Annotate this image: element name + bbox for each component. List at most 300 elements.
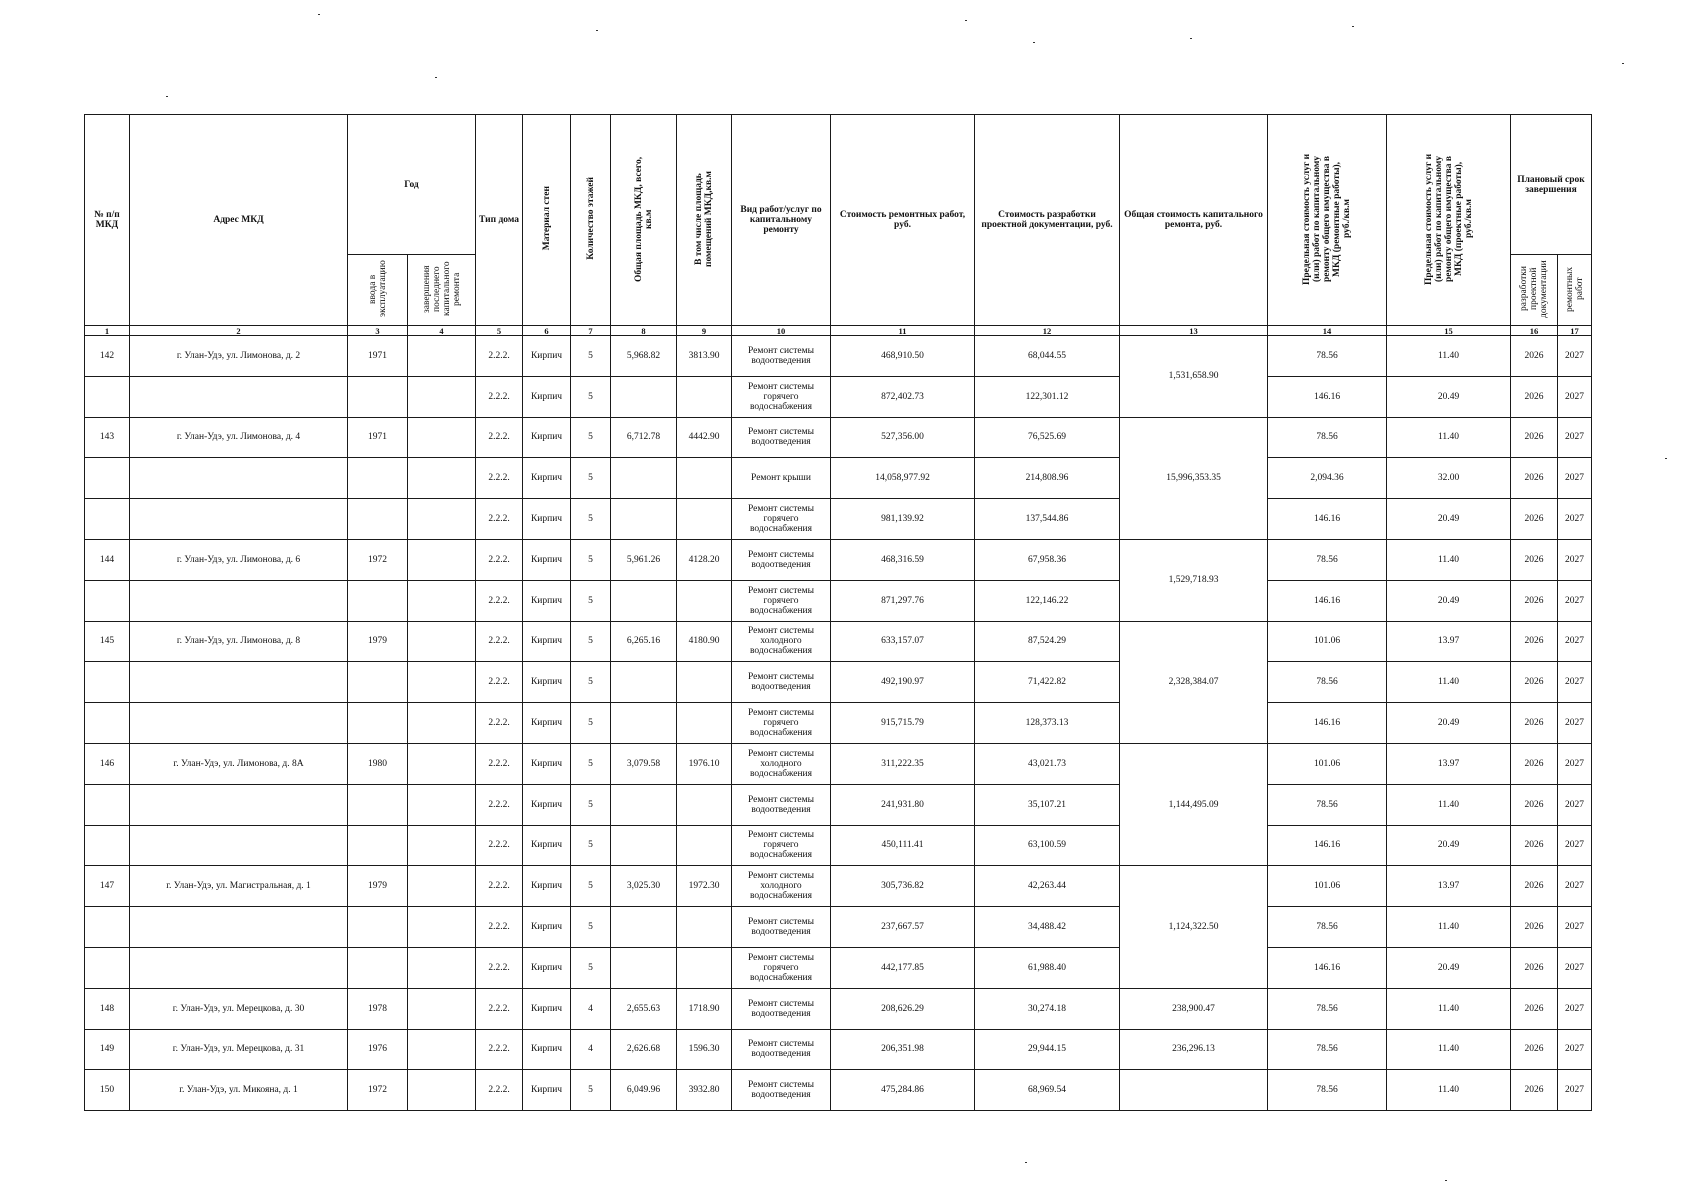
floors-cell: 5 (571, 825, 611, 866)
limit-repair-cell: 146.16 (1268, 376, 1387, 417)
commissioning-year-cell: 1980 (348, 743, 408, 784)
total-cost-cell: 1,529,718.93 (1120, 539, 1268, 621)
design-deadline-cell: 2026 (1511, 539, 1558, 580)
limit-design-cell: 11.40 (1387, 907, 1511, 948)
scan-speck (1190, 38, 1192, 39)
house-type-cell: 2.2.2. (476, 580, 523, 621)
repair-cost-cell: 14,058,977.92 (831, 458, 975, 499)
scan-speck (318, 14, 320, 15)
house-number-cell: 144 (85, 539, 130, 580)
last-repair-cell (408, 580, 476, 621)
house-number-cell (85, 580, 130, 621)
house-type-cell: 2.2.2. (476, 825, 523, 866)
repair-cost-cell: 208,626.29 (831, 988, 975, 1029)
header-floors: Количество этажей (571, 115, 611, 326)
design-cost-cell: 128,373.13 (975, 703, 1120, 744)
scan-speck (1025, 1162, 1027, 1163)
wall-material-cell: Кирпич (523, 499, 571, 540)
address-cell (130, 580, 348, 621)
floors-cell: 5 (571, 621, 611, 662)
house-type-cell: 2.2.2. (476, 621, 523, 662)
total-cost-cell: 1,124,322.50 (1120, 866, 1268, 988)
table-row (85, 1029, 1592, 1070)
work-type-cell: Ремонт системы водоотведения (732, 1070, 831, 1111)
last-repair-cell (408, 947, 476, 988)
table-row (85, 703, 1592, 744)
total-area-cell: 2,655.63 (611, 988, 677, 1029)
last-repair-cell (408, 376, 476, 417)
address-cell: г. Улан-Удэ, ул. Лимонова, д. 2 (130, 336, 348, 377)
last-repair-cell (408, 784, 476, 825)
limit-repair-cell: 78.56 (1268, 1029, 1387, 1070)
limit-design-cell: 20.49 (1387, 947, 1511, 988)
work-type-cell: Ремонт системы холодного водоснабжения (732, 621, 831, 662)
last-repair-cell (408, 743, 476, 784)
header-house-type: Тип дома (476, 115, 523, 326)
table-row (85, 988, 1592, 1029)
design-cost-cell: 71,422.82 (975, 662, 1120, 703)
works-deadline-cell: 2027 (1558, 784, 1592, 825)
table-row (85, 458, 1592, 499)
total-cost-cell: 2,328,384.07 (1120, 621, 1268, 743)
column-number-cell: 6 (523, 326, 571, 336)
scan-speck (596, 30, 598, 31)
repair-cost-cell: 872,402.73 (831, 376, 975, 417)
work-type-cell: Ремонт системы водоотведения (732, 539, 831, 580)
last-repair-cell (408, 907, 476, 948)
work-type-cell: Ремонт системы водоотведения (732, 1029, 831, 1070)
house-number-cell (85, 784, 130, 825)
address-cell: г. Улан-Удэ, ул. Лимонова, д. 4 (130, 417, 348, 458)
wall-material-cell: Кирпич (523, 417, 571, 458)
total-cost-cell: 15,996,353.35 (1120, 417, 1268, 539)
works-deadline-cell: 2027 (1558, 621, 1592, 662)
header-address: Адрес МКД (130, 115, 348, 326)
table-row (85, 539, 1592, 580)
wall-material-cell: Кирпич (523, 539, 571, 580)
column-numbers-row (85, 326, 1592, 336)
wall-material-cell: Кирпич (523, 1029, 571, 1070)
house-number-cell (85, 499, 130, 540)
repair-cost-cell: 915,715.79 (831, 703, 975, 744)
rooms-area-cell (677, 580, 732, 621)
repair-cost-cell: 311,222.35 (831, 743, 975, 784)
repair-cost-cell: 241,931.80 (831, 784, 975, 825)
last-repair-cell (408, 539, 476, 580)
work-type-cell: Ремонт системы горячего водоснабжения (732, 703, 831, 744)
work-type-cell: Ремонт системы горячего водоснабжения (732, 580, 831, 621)
wall-material-cell: Кирпич (523, 703, 571, 744)
address-cell (130, 499, 348, 540)
work-type-cell: Ремонт системы водоотведения (732, 336, 831, 377)
column-number-cell: 5 (476, 326, 523, 336)
wall-material-cell: Кирпич (523, 580, 571, 621)
commissioning-year-cell (348, 703, 408, 744)
total-cost-cell (1120, 1070, 1268, 1111)
address-cell (130, 662, 348, 703)
address-cell: г. Улан-Удэ, ул. Магистральная, д. 1 (130, 866, 348, 907)
design-deadline-cell: 2026 (1511, 458, 1558, 499)
design-deadline-cell: 2026 (1511, 621, 1558, 662)
work-type-cell: Ремонт системы горячего водоснабжения (732, 825, 831, 866)
design-deadline-cell: 2026 (1511, 1029, 1558, 1070)
limit-repair-cell: 146.16 (1268, 825, 1387, 866)
rooms-area-cell: 4128.20 (677, 539, 732, 580)
commissioning-year-cell: 1978 (348, 988, 408, 1029)
design-cost-cell: 68,044.55 (975, 336, 1120, 377)
limit-repair-cell: 2,094.36 (1268, 458, 1387, 499)
total-area-cell: 5,968.82 (611, 336, 677, 377)
house-number-cell (85, 907, 130, 948)
commissioning-year-cell (348, 784, 408, 825)
total-area-cell: 2,626.68 (611, 1029, 677, 1070)
commissioning-year-cell: 1972 (348, 539, 408, 580)
design-deadline-cell: 2026 (1511, 784, 1558, 825)
limit-repair-cell: 146.16 (1268, 703, 1387, 744)
repair-cost-cell: 492,190.97 (831, 662, 975, 703)
limit-design-cell: 11.40 (1387, 336, 1511, 377)
header-limit-design: Предельная стоимость услуг и (или) работ по капитальному ремонту общего имущества в МКД (проектные работы), руб./кв.м (1387, 115, 1511, 326)
house-type-cell: 2.2.2. (476, 336, 523, 377)
column-number-cell: 1 (85, 326, 130, 336)
floors-cell: 5 (571, 784, 611, 825)
rooms-area-cell: 3932.80 (677, 1070, 732, 1111)
floors-cell: 5 (571, 1070, 611, 1111)
limit-design-cell: 13.97 (1387, 621, 1511, 662)
design-deadline-cell: 2026 (1511, 499, 1558, 540)
scan-speck (1665, 458, 1667, 459)
limit-repair-cell: 78.56 (1268, 417, 1387, 458)
wall-material-cell: Кирпич (523, 784, 571, 825)
table-row (85, 580, 1592, 621)
wall-material-cell: Кирпич (523, 458, 571, 499)
design-cost-cell: 76,525.69 (975, 417, 1120, 458)
scan-speck (166, 96, 168, 97)
limit-design-cell: 11.40 (1387, 539, 1511, 580)
repair-cost-cell: 468,316.59 (831, 539, 975, 580)
limit-design-cell: 11.40 (1387, 1070, 1511, 1111)
limit-repair-cell: 146.16 (1268, 499, 1387, 540)
rooms-area-cell (677, 499, 732, 540)
work-type-cell: Ремонт системы водоотведения (732, 662, 831, 703)
address-cell: г. Улан-Удэ, ул. Лимонова, д. 6 (130, 539, 348, 580)
design-cost-cell: 35,107.21 (975, 784, 1120, 825)
design-cost-cell: 34,488.42 (975, 907, 1120, 948)
floors-cell: 5 (571, 336, 611, 377)
repair-register-table (84, 114, 1592, 1111)
design-cost-cell: 87,524.29 (975, 621, 1120, 662)
repair-cost-cell: 981,139.92 (831, 499, 975, 540)
commissioning-year-cell (348, 662, 408, 703)
house-type-cell: 2.2.2. (476, 458, 523, 499)
work-type-cell: Ремонт системы водоотведения (732, 988, 831, 1029)
design-deadline-cell: 2026 (1511, 866, 1558, 907)
design-cost-cell: 122,301.12 (975, 376, 1120, 417)
last-repair-cell (408, 662, 476, 703)
column-number-cell: 17 (1558, 326, 1592, 336)
header-work-type: Вид работ/услуг по капитальному ремонту (732, 115, 831, 326)
total-cost-cell: 1,144,495.09 (1120, 743, 1268, 865)
table-row (85, 743, 1592, 784)
work-type-cell: Ремонт крыши (732, 458, 831, 499)
house-type-cell: 2.2.2. (476, 376, 523, 417)
floors-cell: 5 (571, 417, 611, 458)
works-deadline-cell: 2027 (1558, 539, 1592, 580)
design-cost-cell: 63,100.59 (975, 825, 1120, 866)
table-row (85, 907, 1592, 948)
design-deadline-cell: 2026 (1511, 907, 1558, 948)
floors-cell: 5 (571, 703, 611, 744)
total-area-cell (611, 825, 677, 866)
total-area-cell: 6,049.96 (611, 1070, 677, 1111)
repair-cost-cell: 305,736.82 (831, 866, 975, 907)
scan-speck (1352, 26, 1354, 27)
design-deadline-cell: 2026 (1511, 825, 1558, 866)
address-cell: г. Улан-Удэ, ул. Лимонова, д. 8А (130, 743, 348, 784)
address-cell (130, 947, 348, 988)
works-deadline-cell: 2027 (1558, 376, 1592, 417)
total-area-cell: 3,079.58 (611, 743, 677, 784)
work-type-cell: Ремонт системы холодного водоснабжения (732, 866, 831, 907)
total-area-cell: 6,265.16 (611, 621, 677, 662)
design-cost-cell: 68,969.54 (975, 1070, 1120, 1111)
repair-cost-cell: 468,910.50 (831, 336, 975, 377)
limit-repair-cell: 78.56 (1268, 1070, 1387, 1111)
rooms-area-cell: 1972.30 (677, 866, 732, 907)
total-area-cell (611, 907, 677, 948)
table-row (85, 336, 1592, 377)
total-cost-cell: 238,900.47 (1120, 988, 1268, 1029)
address-cell (130, 907, 348, 948)
last-repair-cell (408, 703, 476, 744)
scan-speck (965, 20, 967, 21)
header-total-area: Общая площадь МКД, всего, кв.м (611, 115, 677, 326)
house-type-cell: 2.2.2. (476, 417, 523, 458)
column-number-cell: 8 (611, 326, 677, 336)
header-row-number: № п/п МКД (85, 115, 130, 326)
floors-cell: 5 (571, 662, 611, 703)
commissioning-year-cell (348, 458, 408, 499)
wall-material-cell: Кирпич (523, 988, 571, 1029)
wall-material-cell: Кирпич (523, 1070, 571, 1111)
rooms-area-cell: 1596.30 (677, 1029, 732, 1070)
limit-design-cell: 20.49 (1387, 580, 1511, 621)
wall-material-cell: Кирпич (523, 621, 571, 662)
house-type-cell: 2.2.2. (476, 1070, 523, 1111)
house-type-cell: 2.2.2. (476, 907, 523, 948)
scan-speck (1033, 42, 1035, 43)
floors-cell: 5 (571, 539, 611, 580)
total-area-cell: 5,961.26 (611, 539, 677, 580)
repair-cost-cell: 527,356.00 (831, 417, 975, 458)
works-deadline-cell: 2027 (1558, 825, 1592, 866)
rooms-area-cell: 4180.90 (677, 621, 732, 662)
house-type-cell: 2.2.2. (476, 1029, 523, 1070)
commissioning-year-cell (348, 947, 408, 988)
floors-cell: 5 (571, 907, 611, 948)
works-deadline-cell: 2027 (1558, 458, 1592, 499)
rooms-area-cell (677, 376, 732, 417)
house-type-cell: 2.2.2. (476, 866, 523, 907)
rooms-area-cell: 3813.90 (677, 336, 732, 377)
work-type-cell: Ремонт системы холодного водоснабжения (732, 743, 831, 784)
wall-material-cell: Кирпич (523, 947, 571, 988)
table-row (85, 825, 1592, 866)
column-number-cell: 9 (677, 326, 732, 336)
table-row (85, 784, 1592, 825)
wall-material-cell: Кирпич (523, 336, 571, 377)
column-number-cell: 3 (348, 326, 408, 336)
design-cost-cell: 122,146.22 (975, 580, 1120, 621)
floors-cell: 4 (571, 988, 611, 1029)
commissioning-year-cell (348, 376, 408, 417)
table-row (85, 947, 1592, 988)
total-cost-cell: 236,296.13 (1120, 1029, 1268, 1070)
work-type-cell: Ремонт системы горячего водоснабжения (732, 499, 831, 540)
last-repair-cell (408, 417, 476, 458)
total-area-cell: 6,712.78 (611, 417, 677, 458)
commissioning-year-cell: 1971 (348, 336, 408, 377)
column-number-cell: 16 (1511, 326, 1558, 336)
house-number-cell: 150 (85, 1070, 130, 1111)
limit-design-cell: 13.97 (1387, 866, 1511, 907)
design-deadline-cell: 2026 (1511, 1070, 1558, 1111)
header-year: Год (348, 115, 476, 255)
header-total-cost: Общая стоимость капитального ремонта, руб. (1120, 115, 1268, 326)
limit-repair-cell: 78.56 (1268, 539, 1387, 580)
rooms-area-cell: 4442.90 (677, 417, 732, 458)
table-row (85, 1070, 1592, 1111)
design-cost-cell: 214,808.96 (975, 458, 1120, 499)
repair-cost-cell: 633,157.07 (831, 621, 975, 662)
scan-speck (1622, 63, 1624, 64)
design-deadline-cell: 2026 (1511, 703, 1558, 744)
works-deadline-cell: 2027 (1558, 866, 1592, 907)
house-type-cell: 2.2.2. (476, 784, 523, 825)
house-number-cell: 149 (85, 1029, 130, 1070)
limit-repair-cell: 78.56 (1268, 662, 1387, 703)
works-deadline-cell: 2027 (1558, 580, 1592, 621)
header-limit-repair: Предельная стоимость услуг и (или) работ по капитальному ремонту общего имущества в МКД (ремонтные работы), руб./кв.м (1268, 115, 1387, 326)
limit-repair-cell: 101.06 (1268, 866, 1387, 907)
limit-repair-cell: 101.06 (1268, 743, 1387, 784)
house-number-cell (85, 458, 130, 499)
work-type-cell: Ремонт системы водоотведения (732, 907, 831, 948)
address-cell: г. Улан-Удэ, ул. Мерецкова, д. 30 (130, 988, 348, 1029)
floors-cell: 4 (571, 1029, 611, 1070)
works-deadline-cell: 2027 (1558, 907, 1592, 948)
rooms-area-cell (677, 825, 732, 866)
commissioning-year-cell (348, 499, 408, 540)
house-type-cell: 2.2.2. (476, 539, 523, 580)
works-deadline-cell: 2027 (1558, 947, 1592, 988)
table-row (85, 621, 1592, 662)
commissioning-year-cell: 1979 (348, 621, 408, 662)
house-number-cell (85, 662, 130, 703)
limit-design-cell: 11.40 (1387, 784, 1511, 825)
wall-material-cell: Кирпич (523, 907, 571, 948)
limit-design-cell: 20.49 (1387, 376, 1511, 417)
total-area-cell (611, 947, 677, 988)
limit-repair-cell: 101.06 (1268, 621, 1387, 662)
limit-repair-cell: 78.56 (1268, 907, 1387, 948)
floors-cell: 5 (571, 743, 611, 784)
rooms-area-cell: 1718.90 (677, 988, 732, 1029)
design-deadline-cell: 2026 (1511, 376, 1558, 417)
wall-material-cell: Кирпич (523, 866, 571, 907)
total-area-cell (611, 784, 677, 825)
commissioning-year-cell (348, 580, 408, 621)
repair-cost-cell: 475,284.86 (831, 1070, 975, 1111)
limit-design-cell: 20.49 (1387, 825, 1511, 866)
repair-cost-cell: 237,667.57 (831, 907, 975, 948)
works-deadline-cell: 2027 (1558, 499, 1592, 540)
header-design-cost: Стоимость разработки проектной документации, руб. (975, 115, 1120, 326)
design-cost-cell: 29,944.15 (975, 1029, 1120, 1070)
floors-cell: 5 (571, 866, 611, 907)
header-wall-material: Материал стен (523, 115, 571, 326)
house-number-cell: 147 (85, 866, 130, 907)
table-body (85, 336, 1592, 1111)
commissioning-year-cell: 1972 (348, 1070, 408, 1111)
last-repair-cell (408, 1029, 476, 1070)
house-number-cell: 146 (85, 743, 130, 784)
column-number-cell: 11 (831, 326, 975, 336)
table-row (85, 376, 1592, 417)
house-number-cell: 143 (85, 417, 130, 458)
total-area-cell: 3,025.30 (611, 866, 677, 907)
design-cost-cell: 61,988.40 (975, 947, 1120, 988)
house-number-cell: 148 (85, 988, 130, 1029)
house-number-cell (85, 376, 130, 417)
work-type-cell: Ремонт системы горячего водоснабжения (732, 947, 831, 988)
rooms-area-cell (677, 907, 732, 948)
limit-design-cell: 13.97 (1387, 743, 1511, 784)
rooms-area-cell (677, 458, 732, 499)
column-number-cell: 2 (130, 326, 348, 336)
work-type-cell: Ремонт системы водоотведения (732, 784, 831, 825)
column-number-cell: 4 (408, 326, 476, 336)
table-row (85, 662, 1592, 703)
house-type-cell: 2.2.2. (476, 662, 523, 703)
floors-cell: 5 (571, 580, 611, 621)
last-repair-cell (408, 458, 476, 499)
total-area-cell (611, 499, 677, 540)
total-area-cell (611, 703, 677, 744)
house-type-cell: 2.2.2. (476, 947, 523, 988)
scan-speck (435, 77, 437, 78)
design-deadline-cell: 2026 (1511, 988, 1558, 1029)
column-number-cell: 15 (1387, 326, 1511, 336)
table-row (85, 499, 1592, 540)
address-cell: г. Улан-Удэ, ул. Микояна, д. 1 (130, 1070, 348, 1111)
last-repair-cell (408, 1070, 476, 1111)
works-deadline-cell: 2027 (1558, 988, 1592, 1029)
header-rooms-area: В том числе площадь помещений МКД,кв.м (677, 115, 732, 326)
limit-repair-cell: 78.56 (1268, 336, 1387, 377)
address-cell: г. Улан-Удэ, ул. Лимонова, д. 8 (130, 621, 348, 662)
works-deadline-cell: 2027 (1558, 417, 1592, 458)
rooms-area-cell (677, 662, 732, 703)
house-type-cell: 2.2.2. (476, 703, 523, 744)
limit-design-cell: 20.49 (1387, 703, 1511, 744)
limit-design-cell: 11.40 (1387, 1029, 1511, 1070)
works-deadline-cell: 2027 (1558, 662, 1592, 703)
works-deadline-cell: 2027 (1558, 1070, 1592, 1111)
design-deadline-cell: 2026 (1511, 580, 1558, 621)
commissioning-year-cell (348, 907, 408, 948)
column-number-cell: 10 (732, 326, 831, 336)
